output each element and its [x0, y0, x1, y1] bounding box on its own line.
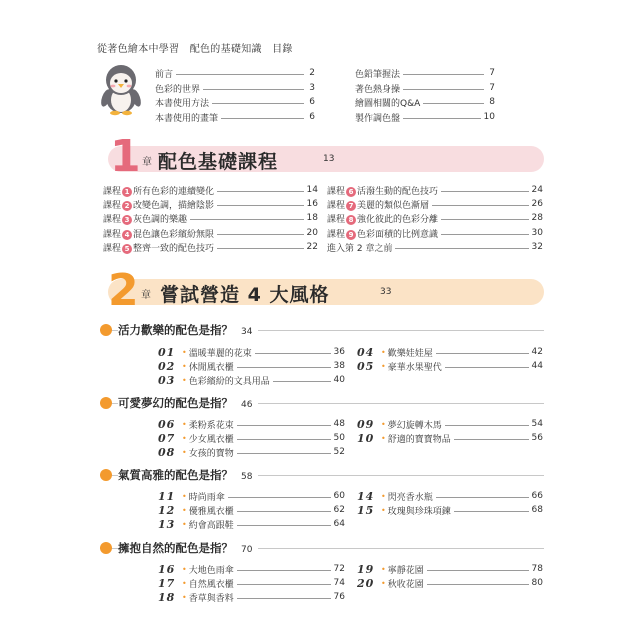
item-18[interactable]: 18 • 香草與香料 76 — [158, 590, 345, 604]
item-10[interactable]: 10 • 舒適的寶寶物品 56 — [357, 431, 543, 445]
page-header: 從著色繪本中學習 配色的基礎知識 目錄 — [97, 44, 293, 55]
item-08[interactable]: 08 • 女孩的寶物 52 — [158, 445, 345, 459]
toc-entry-qa[interactable]: 繪圖相關的Q&A 8 — [355, 97, 495, 109]
item-04[interactable]: 04 • 歡樂娃娃屋 42 — [357, 345, 543, 359]
before-chapter-2[interactable]: 進入第 2 章之前 32 — [327, 242, 543, 254]
section-natural[interactable]: 擁抱自然的配色是指？ 70 — [100, 540, 544, 556]
toc-entry-warmup[interactable]: 著色熱身操 7 — [355, 83, 495, 95]
section-lively[interactable]: 活力歡樂的配色是指？ 34 — [100, 322, 544, 338]
item-11[interactable]: 11 • 時尚雨傘 60 — [158, 489, 345, 503]
section-elegant[interactable]: 氣質高雅的配色是指？ 58 — [100, 467, 544, 483]
item-14[interactable]: 14 • 閃亮香水瓶 66 — [357, 489, 543, 503]
section-dot-icon — [100, 542, 112, 554]
lesson-6[interactable]: 課程 6 活潑生動的配色技巧 24 — [327, 185, 543, 197]
lesson-7[interactable]: 課程 7 美麗的類似色漸層 26 — [327, 199, 543, 211]
item-17[interactable]: 17 • 自然風衣櫃 74 — [158, 576, 345, 590]
lesson-2[interactable]: 課程 2 改變色調，描繪陰影 16 — [103, 199, 318, 211]
toc-entry-how-to-use[interactable]: 本書使用方法 6 — [155, 97, 315, 109]
lesson-4[interactable]: 課程 4 混色讓色彩繽紛無限 20 — [103, 228, 318, 240]
lesson-1[interactable]: 課程 1 所有色彩的連續變化 14 — [103, 185, 318, 197]
item-09[interactable]: 09 • 夢幻旋轉木馬 54 — [357, 417, 543, 431]
chapter-1-page: 13 — [323, 154, 335, 164]
chapter-1-title[interactable]: 配色基礎課程 — [158, 151, 279, 173]
item-13[interactable]: 13 • 約會高跟鞋 64 — [158, 517, 345, 531]
item-07[interactable]: 07 • 少女風衣櫃 50 — [158, 431, 345, 445]
chapter-2-page: 33 — [380, 287, 392, 297]
toc-entry-pencil-grip[interactable]: 色鉛筆握法 7 — [355, 68, 495, 80]
section-dot-icon — [100, 397, 112, 409]
section-dot-icon — [100, 469, 112, 481]
chapter-2-number: 2 — [108, 265, 139, 316]
lesson-3[interactable]: 課程 3 灰色調的樂趣 18 — [103, 213, 318, 225]
item-12[interactable]: 12 • 優雅風衣櫃 62 — [158, 503, 345, 517]
item-20[interactable]: 20 • 秋收花園 80 — [357, 576, 543, 590]
toc-entry-palette[interactable]: 製作調色盤 10 — [355, 112, 495, 124]
section-dot-icon — [100, 324, 112, 336]
item-19[interactable]: 19 • 寧靜花園 78 — [357, 562, 543, 576]
item-05[interactable]: 05 • 豪華水果聖代 44 — [357, 359, 543, 373]
toc-entry-intro[interactable]: 前言 2 — [155, 68, 315, 80]
lesson-8[interactable]: 課程 8 強化彼此的色彩分離 28 — [327, 213, 543, 225]
item-06[interactable]: 06 • 柔粉系花束 48 — [158, 417, 345, 431]
chapter-2-title[interactable]: 嘗試營造 4 大風格 — [160, 284, 330, 306]
chapter-1-zhang: 章 — [142, 157, 152, 168]
item-02[interactable]: 02 • 休閒風衣櫃 38 — [158, 359, 345, 373]
lesson-5[interactable]: 課程 5 整齊一致的配色技巧 22 — [103, 242, 318, 254]
chapter-2-zhang: 章 — [141, 290, 151, 301]
toc-entry-color-world[interactable]: 色彩的世界 3 — [155, 83, 315, 95]
item-16[interactable]: 16 • 大地色雨傘 72 — [158, 562, 345, 576]
chapter-1-number: 1 — [110, 131, 141, 182]
item-15[interactable]: 15 • 玫瑰與珍珠項鍊 68 — [357, 503, 543, 517]
section-cute[interactable]: 可愛夢幻的配色是指？ 46 — [100, 395, 544, 411]
item-01[interactable]: 01 • 溫暖華麗的花束 36 — [158, 345, 345, 359]
item-03[interactable]: 03 • 色彩繽紛的文具用品 40 — [158, 373, 345, 387]
toc-entry-brushes[interactable]: 本書使用的畫筆 6 — [155, 112, 315, 124]
lesson-9[interactable]: 課程 9 色彩面積的比例意識 30 — [327, 228, 543, 240]
penguin-illustration — [98, 62, 144, 116]
